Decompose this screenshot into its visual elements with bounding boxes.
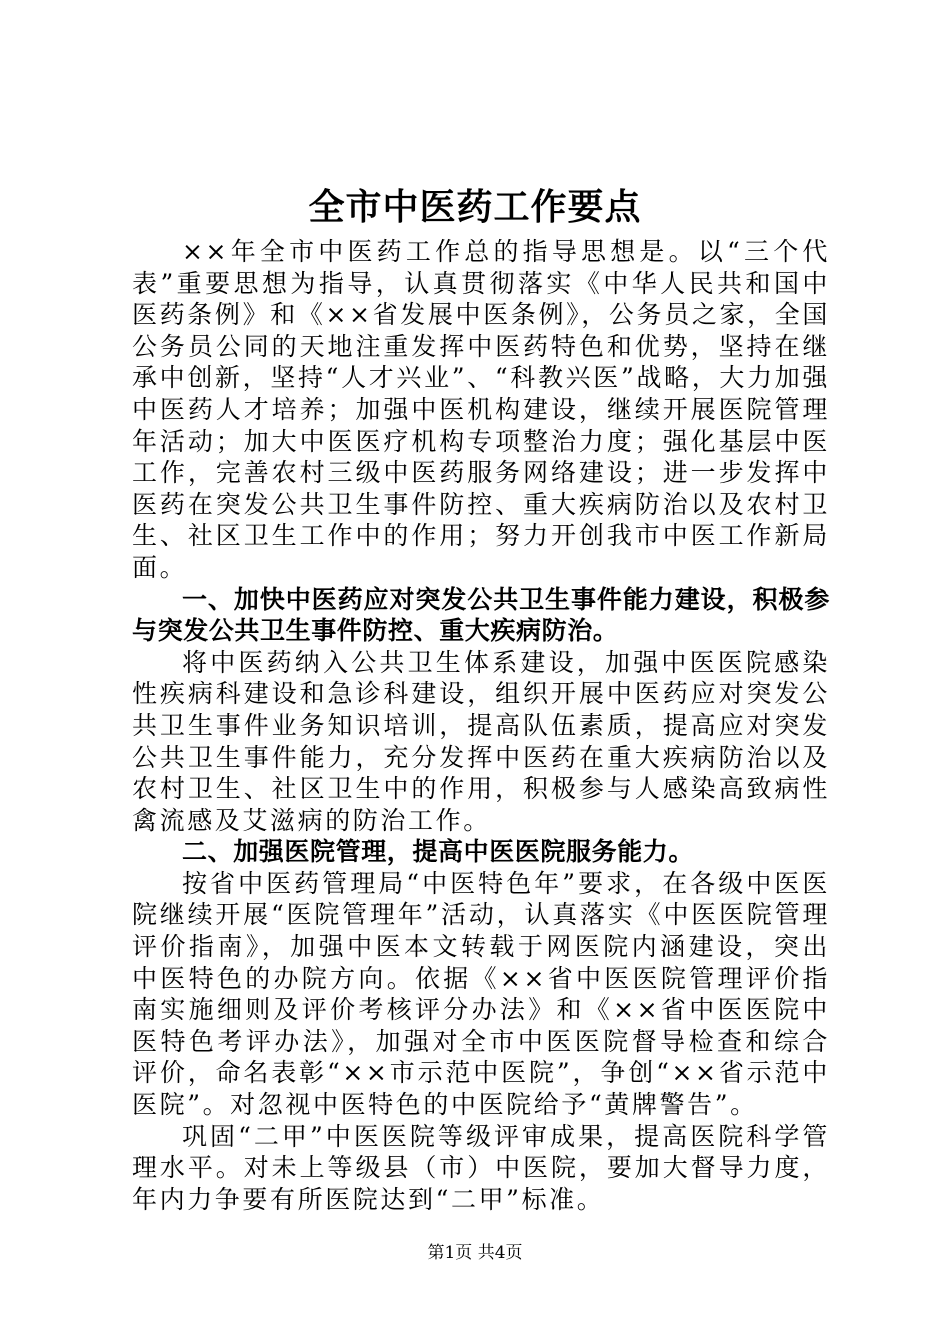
paragraph-section-2a: 按省中医药管理局“中医特色年”要求，在各级中医医院继续开展“医院管理年”活动，认真落实《中医医院管理评价指南》，加强中医本文转载于网医院内涵建设，突出中医特色的办院方向。依据《××省中医医院管理评价指南实施细则及评价考核评分办法》和《××省中医医院中医特色考评办法》，加强对全市中医医院督导检查和综合评价，命名表彰“××市示范中医院”，争创“××省示范中医院”。对忽视中医特色的中医院给予“黄牌警告”。 bbox=[132, 868, 830, 1120]
document-body bbox=[132, 236, 830, 1215]
paragraph-section-1: 将中医药纳入公共卫生体系建设，加强中医医院感染性疾病科建设和急诊科建设，组织开展中医药应对突发公共卫生事件业务知识培训，提高队伍素质，提高应对突发公共卫生事件能力，充分发挥中医药在重大疾病防治以及农村卫生、社区卫生中的作用，积极参与人感染高致病性禽流感及艾滋病的防治工作。 bbox=[132, 647, 830, 835]
document-title: 全市中医药工作要点 bbox=[308, 187, 642, 228]
paragraph-intro: ××年全市中医药工作总的指导思想是。以“三个代表”重要思想为指导，认真贯彻落实《中华人民共和国中医药条例》和《××省发展中医条例》，公务员之家，全国公务员公同的天地注重发挥中医药特色和优势，坚持在继承中创新，坚持“人才兴业”、“科教兴医”战略，大力加强中医药人才培养；加强中医机构建设，继续开展医院管理年活动；加大中医医疗机构专项整治力度；强化基层中医工作，完善农村三级中医药服务网络建设；进一步发挥中医药在突发公共卫生事件防控、重大疾病防治以及农村卫生、社区卫生工作中的作用；努力开创我市中医工作新局面。 bbox=[132, 237, 830, 582]
section-heading-2: 二、加强医院管理，提高中医医院服务能力。 bbox=[182, 837, 695, 867]
paragraph-section-2b: 巩固“二甲”中医医院等级评审成果，提高医院科学管理水平。对未上等级县（市）中医院，要加大督导力度，年内力争要有所医院达到“二甲”标准。 bbox=[132, 1121, 830, 1214]
page-footer: 第1页 共4页 bbox=[427, 1243, 523, 1263]
section-heading-1: 一、加快中医药应对突发公共卫生事件能力建设，积极参与突发公共卫生事件防控、重大疾病防治。 bbox=[132, 584, 830, 646]
